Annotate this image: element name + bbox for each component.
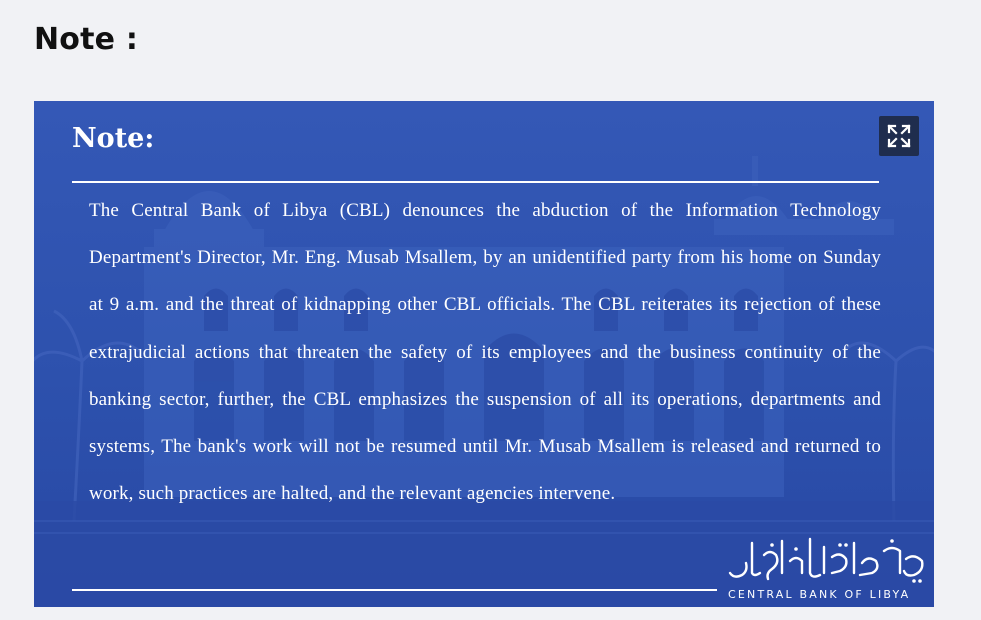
expand-icon [886,123,912,149]
cbl-logo-caption: CENTRAL BANK OF LIBYA [728,588,911,601]
cbl-logo [724,533,928,603]
cbl-arabic-wordmark [724,533,928,585]
expand-button[interactable] [879,116,919,156]
divider-top [72,181,879,183]
divider-bottom [72,589,717,591]
page-heading: Note : [34,22,139,57]
notice-body-text: The Central Bank of Libya (CBL) denounces the abduction of the Information Technology Department's Director, Mr. Eng. Musab Msallem, by an unidentified party from his home on Sunday at 9 a.m. and the threat of kidnapping other CBL officials. The CBL reiterates its rejection of these extrajudicial actions that threaten the safety of its employees and the business continuity of the banking sector, further, the CBL emphasizes the suspension of all its operations, departments and systems, The bank's work will not be resumed until Mr. Musab Msallem is released and returned to work, such practices are halted, and the relevant agencies intervene. [89,200,881,505]
notice-image [34,101,934,607]
notice-title: Note: [72,123,155,154]
